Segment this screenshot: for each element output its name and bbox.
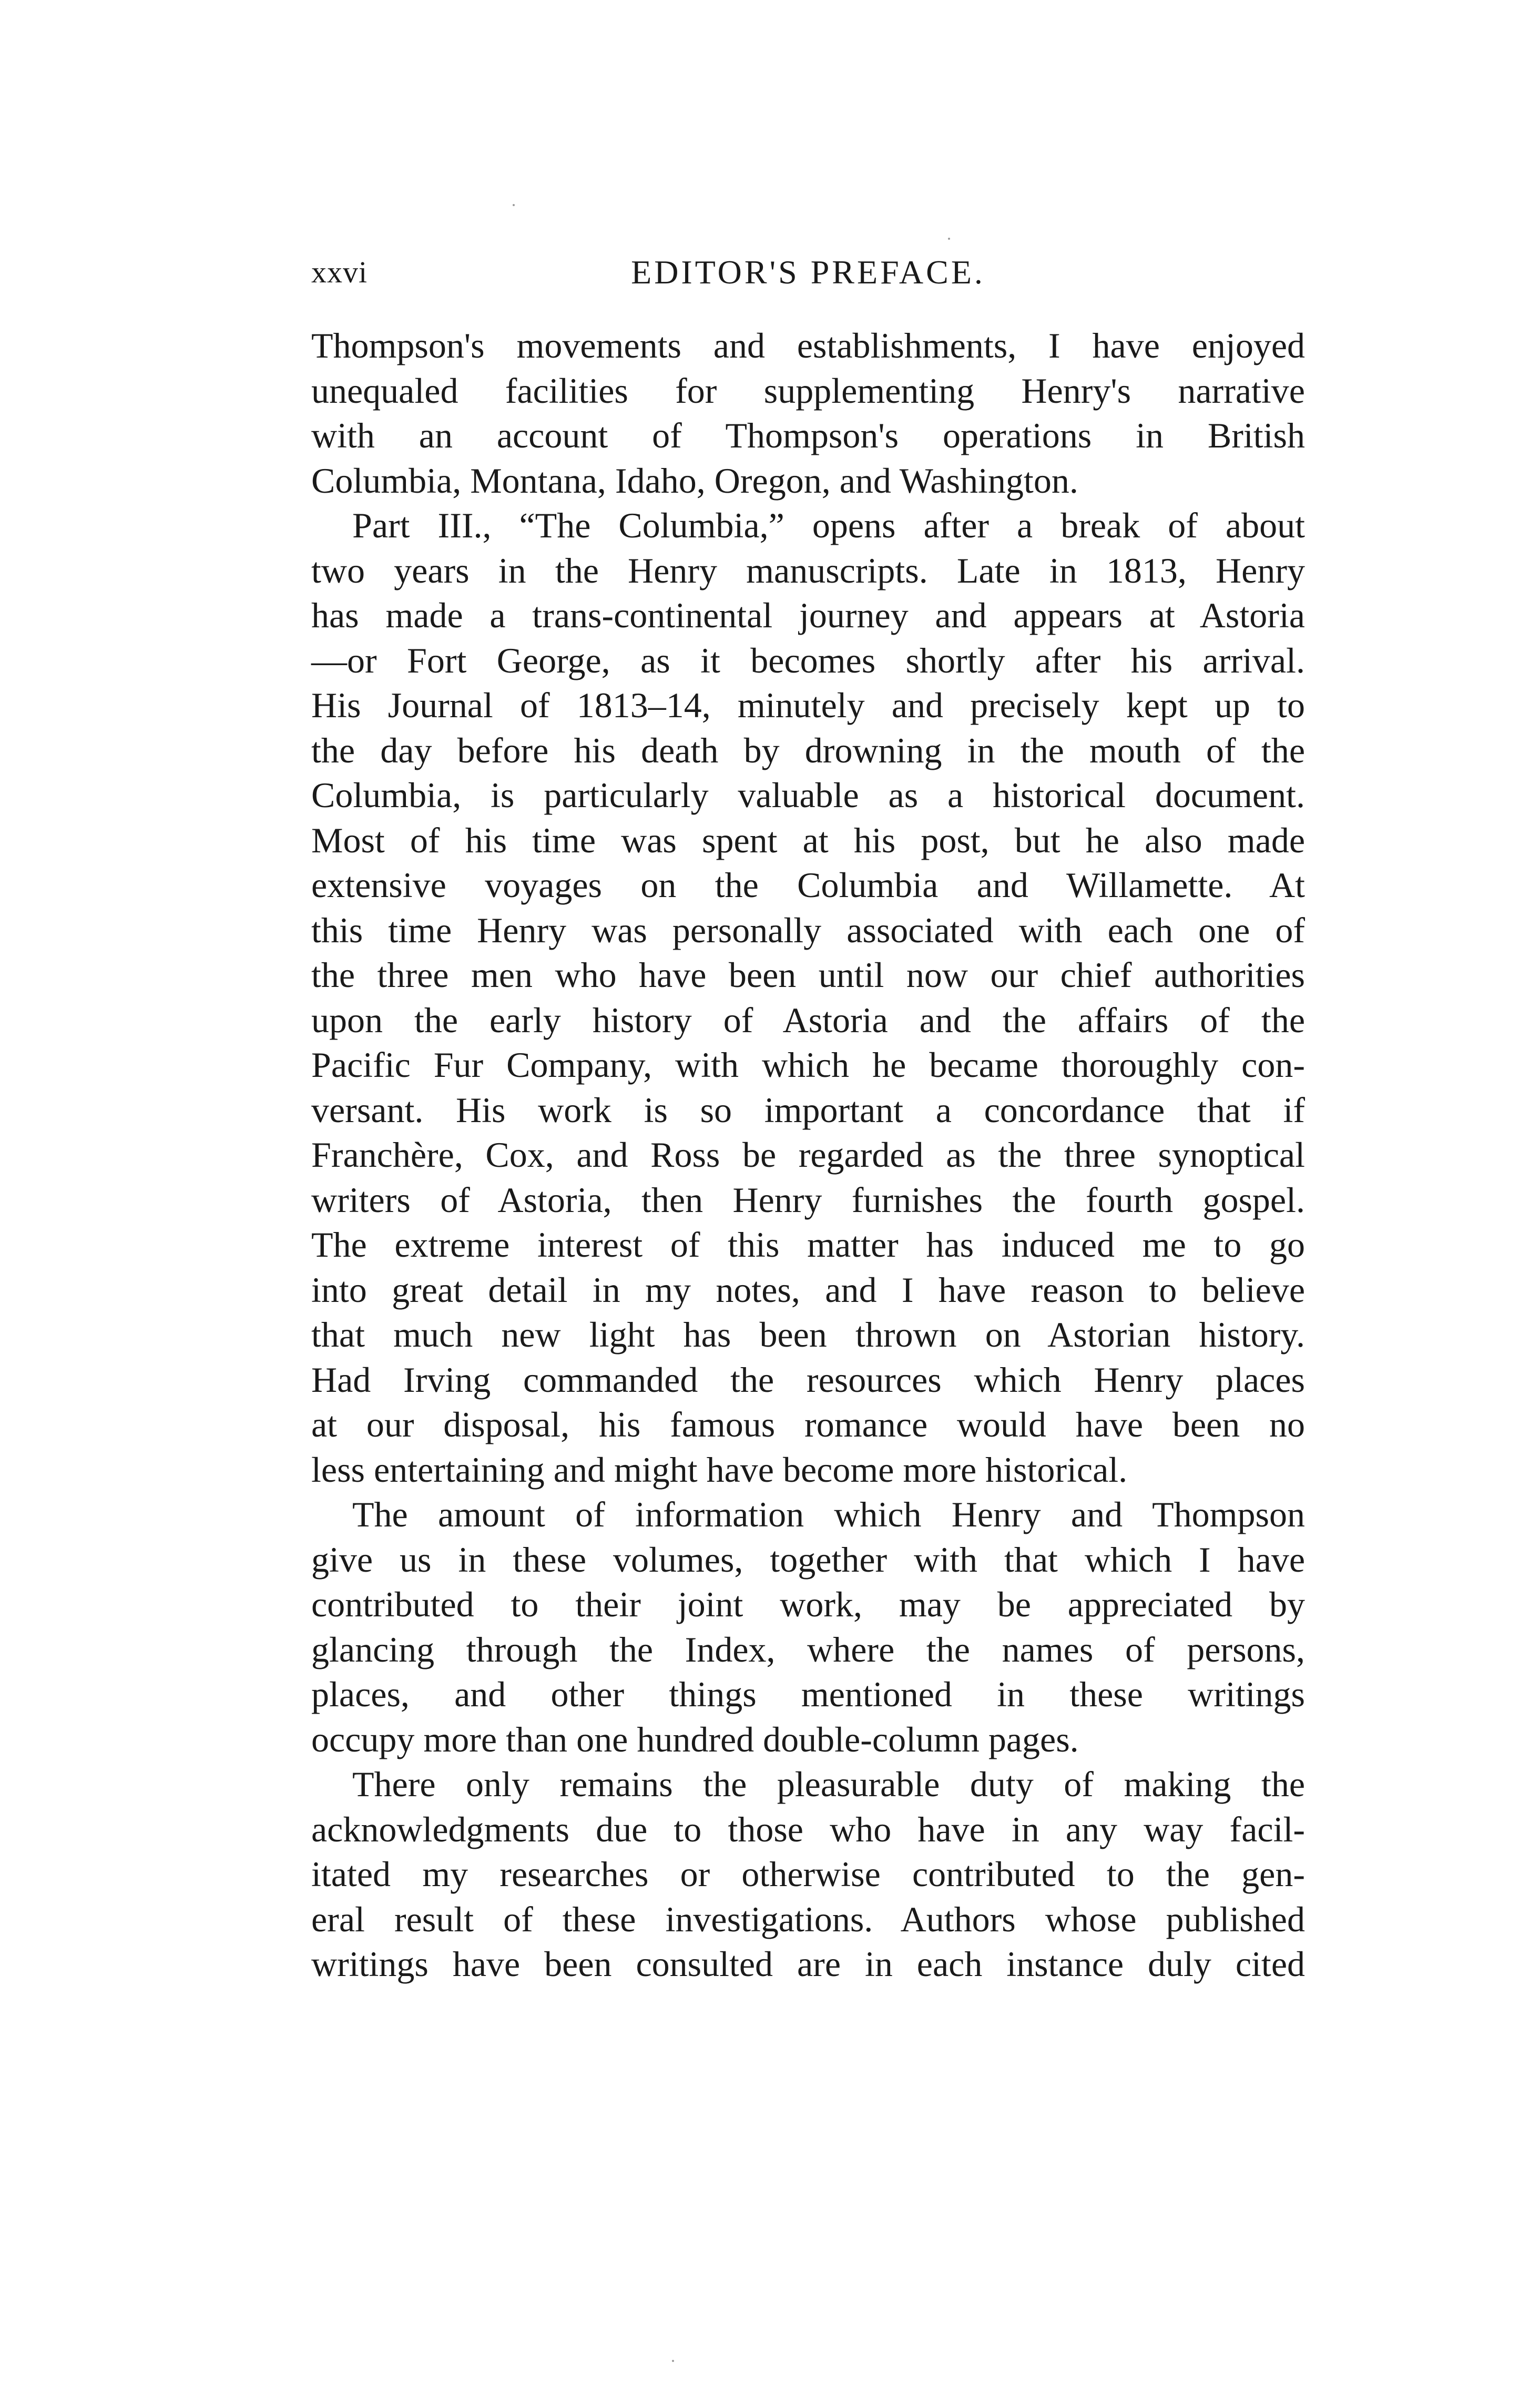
paragraph xyxy=(311,503,1305,1492)
text-line: acknowledgments due to those who have in any way facil- xyxy=(311,1809,1305,1849)
text-line: itated my researches or otherwise contributed to the gen- xyxy=(311,1854,1305,1894)
text-line: has made a trans-continental journey and appears at Astoria xyxy=(311,595,1305,635)
text-line: give us in these volumes, together with that which I have xyxy=(311,1539,1305,1580)
text-line: Franchère, Cox, and Ross be regarded as the three synoptical xyxy=(311,1135,1305,1175)
text-line: unequaled facilities for supplementing Henry's narrative xyxy=(311,370,1305,411)
text-line: contributed to their joint work, may be appreciated by xyxy=(311,1584,1305,1624)
text-line: There only remains the pleasurable duty of making the xyxy=(352,1764,1305,1804)
text-line: occupy more than one hundred double-column pages. xyxy=(311,1719,1079,1759)
text-line: places, and other things mentioned in these writings xyxy=(311,1674,1305,1714)
text-line: The amount of information which Henry and Thompson xyxy=(352,1494,1305,1534)
body-text xyxy=(311,323,1305,1987)
print-speck xyxy=(513,204,515,206)
text-line: The extreme interest of this matter has induced me to go xyxy=(311,1225,1305,1265)
text-line: the day before his death by drowning in the mouth of the xyxy=(311,730,1305,770)
print-speck xyxy=(948,238,950,240)
text-line: His Journal of 1813–14, minutely and precisely kept up to xyxy=(311,685,1305,725)
text-line: Had Irving commanded the resources which Henry places xyxy=(311,1359,1305,1400)
text-line: that much new light has been thrown on Astorian history. xyxy=(311,1315,1305,1355)
text-line: upon the early history of Astoria and the affairs of the xyxy=(311,1000,1305,1040)
text-line: extensive voyages on the Columbia and Willamette. At xyxy=(311,865,1305,905)
text-line: less entertaining and might have become more historical. xyxy=(311,1449,1128,1490)
page-number: xxvi xyxy=(311,255,368,289)
text-line: writers of Astoria, then Henry furnishes the fourth gospel. xyxy=(311,1179,1305,1220)
print-speck xyxy=(672,2360,674,2362)
text-line: this time Henry was personally associated with each one of xyxy=(311,910,1305,950)
text-line: Most of his time was spent at his post, but he also made xyxy=(311,820,1305,860)
text-line: Columbia, Montana, Idaho, Oregon, and Washington. xyxy=(311,460,1078,501)
text-line: Thompson's movements and establishments, I have enjoyed xyxy=(311,325,1305,365)
text-line: at our disposal, his famous romance would have been no xyxy=(311,1404,1305,1444)
paragraph xyxy=(311,323,1305,503)
text-line: Columbia, is particularly valuable as a historical document. xyxy=(311,775,1305,815)
text-line: two years in the Henry manuscripts. Late in 1813, Henry xyxy=(311,550,1305,590)
text-line: with an account of Thompson's operations in British xyxy=(311,415,1305,455)
text-line: writings have been consulted are in each instance duly cited xyxy=(311,1944,1305,1984)
text-line: Part III., “The Columbia,” opens after a break of about xyxy=(352,505,1305,545)
text-line: glancing through the Index, where the names of persons, xyxy=(311,1629,1305,1669)
paragraph xyxy=(311,1492,1305,1762)
text-line: the three men who have been until now our chief authorities xyxy=(311,955,1305,995)
text-line: into great detail in my notes, and I have reason to believe xyxy=(311,1269,1305,1310)
text-line: versant. His work is so important a concordance that if xyxy=(311,1089,1305,1130)
text-line: eral result of these investigations. Authors whose published xyxy=(311,1899,1305,1939)
running-title: EDITOR'S PREFACE. xyxy=(631,253,985,291)
text-line: —or Fort George, as it becomes shortly after his arrival. xyxy=(311,640,1305,680)
running-head xyxy=(311,251,1305,293)
paragraph xyxy=(311,1762,1305,1987)
text-line: Pacific Fur Company, with which he became thoroughly con- xyxy=(311,1045,1305,1085)
